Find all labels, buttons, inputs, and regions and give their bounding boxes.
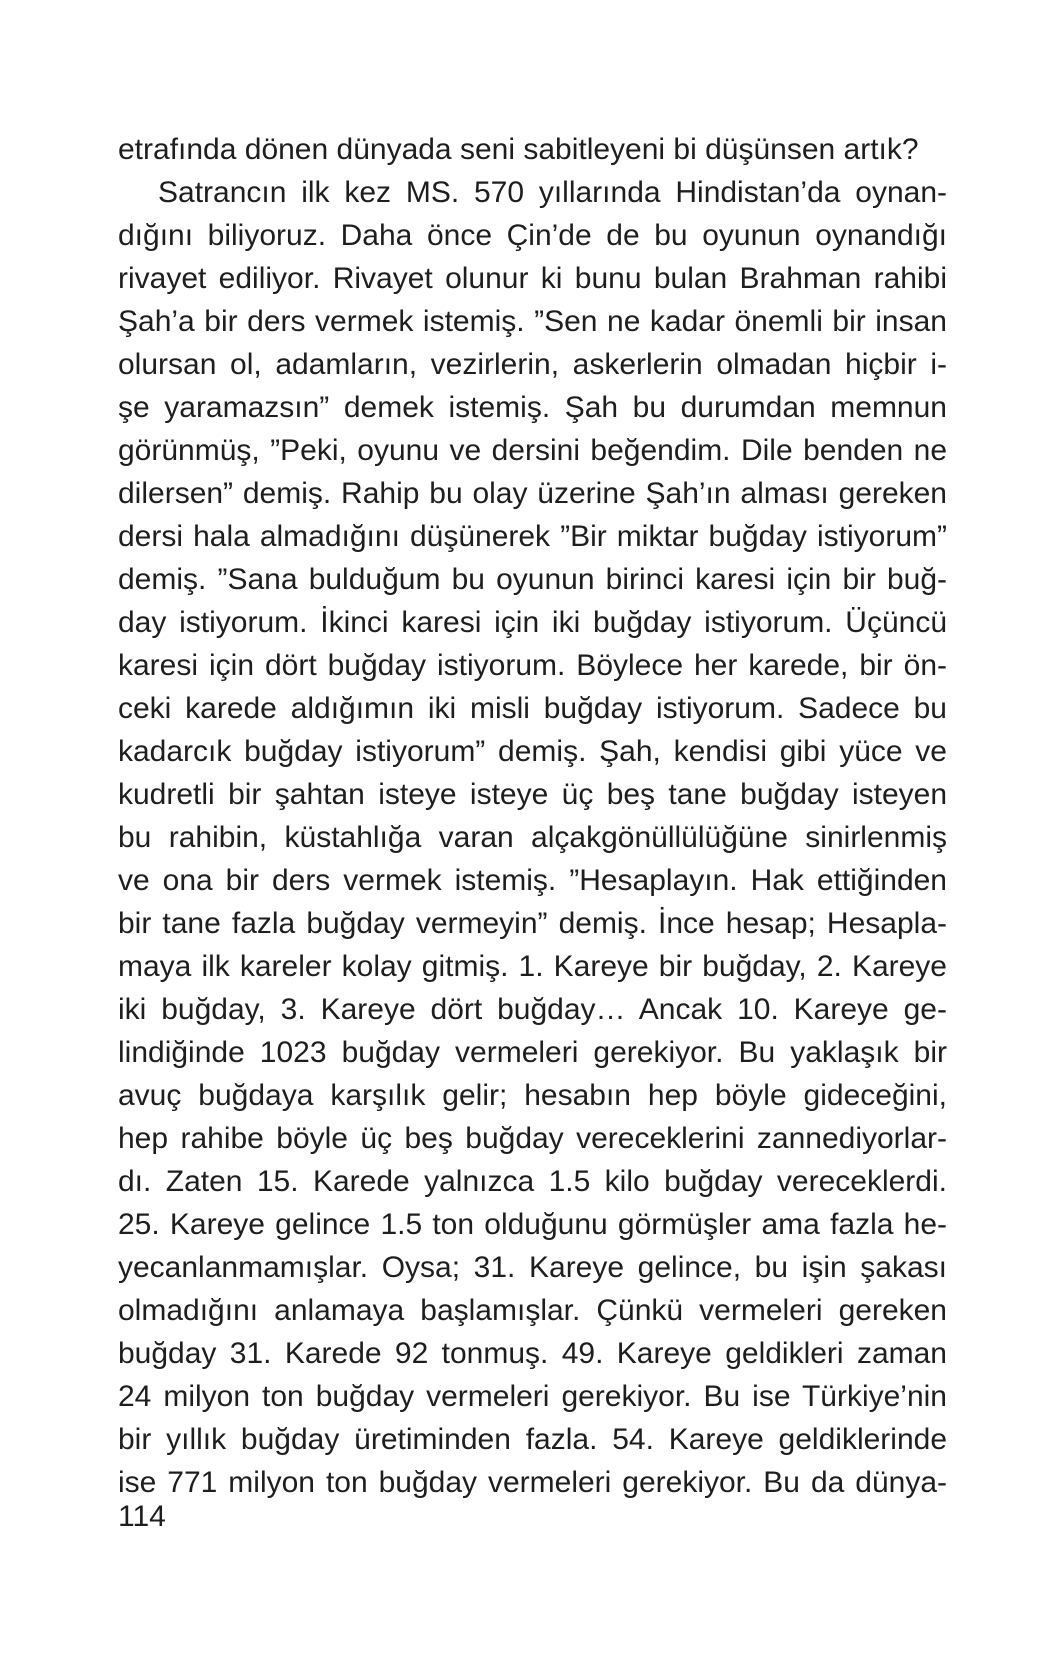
text-line: kadarcık buğday istiyorum” demiş. Şah, kendisi gibi yüce ve bbox=[118, 735, 947, 768]
text-line: lindiğinde 1023 buğday vermeleri gerekiyor. Bu yaklaşık bir bbox=[118, 1036, 947, 1069]
body-text bbox=[118, 128, 947, 1504]
text-line: şe yaramazsın” demek istemiş. Şah bu durumdan memnun bbox=[118, 391, 947, 424]
text-line: bir yıllık buğday üretiminden fazla. 54. Kareye geldiklerinde bbox=[118, 1423, 947, 1456]
text-line: 24 milyon ton buğday vermeleri gerekiyor. Bu ise Türkiye’nin bbox=[118, 1380, 947, 1413]
text-line: ve ona bir ders vermek istemiş. ”Hesaplayın. Hak ettiğinden bbox=[118, 864, 947, 897]
text-line: dı. Zaten 15. Karede yalnızca 1.5 kilo buğday vereceklerdi. bbox=[118, 1165, 947, 1198]
text-line: Şah’a bir ders vermek istemiş. ”Sen ne kadar önemli bir insan bbox=[118, 305, 947, 338]
text-line: avuç buğdaya karşılık gelir; hesabın hep böyle gideceğini, bbox=[118, 1079, 947, 1112]
text-line: dersi hala almadığını düşünerek ”Bir miktar buğday istiyorum” bbox=[118, 520, 947, 553]
text-line: maya ilk kareler kolay gitmiş. 1. Kareye bir buğday, 2. Kareye bbox=[118, 950, 947, 983]
text-line: buğday 31. Karede 92 tonmuş. 49. Kareye geldikleri zaman bbox=[118, 1337, 947, 1370]
text-line: dığını biliyoruz. Daha önce Çin’de de bu oyunun oynandığı bbox=[118, 219, 947, 252]
text-line: dilersen” demiş. Rahip bu olay üzerine Şah’ın alması gereken bbox=[118, 477, 947, 510]
text-line: kudretli bir şahtan isteye isteye üç beş tane buğday isteyen bbox=[118, 778, 947, 811]
text-line: görünmüş, ”Peki, oyunu ve dersini beğendim. Dile benden ne bbox=[118, 434, 947, 467]
text-line: karesi için dört buğday istiyorum. Böylece her karede, bir ön- bbox=[118, 649, 947, 682]
text-line: iki buğday, 3. Kareye dört buğday… Ancak 10. Kareye ge- bbox=[118, 993, 947, 1026]
text-line: ise 771 milyon ton buğday vermeleri gerekiyor. Bu da dünya- bbox=[118, 1466, 947, 1499]
text-line: demiş. ”Sana bulduğum bu oyunun birinci karesi için bir buğ- bbox=[118, 563, 947, 596]
text-line: bu rahibin, küstahlığa varan alçakgönüllülüğüne sinirlenmiş bbox=[118, 821, 947, 854]
text-line: etrafında dönen dünyada seni sabitleyeni bi düşünsen artık? bbox=[118, 133, 919, 166]
text-line: bir tane fazla buğday vermeyin” demiş. İnce hesap; Hesapla- bbox=[118, 907, 947, 940]
page-number: 114 bbox=[118, 1500, 166, 1533]
text-line: ceki karede aldığımın iki misli buğday istiyorum. Sadece bu bbox=[118, 692, 947, 725]
text-line: olursan ol, adamların, vezirlerin, askerlerin olmadan hiçbir i- bbox=[118, 348, 947, 381]
text-line: Satrancın ilk kez MS. 570 yıllarında Hindistan’da oynan- bbox=[158, 176, 947, 209]
text-line: olmadığını anlamaya başlamışlar. Çünkü vermeleri gereken bbox=[118, 1294, 947, 1327]
text-line: hep rahibe böyle üç beş buğday vereceklerini zannediyorlar- bbox=[118, 1122, 947, 1155]
text-line: day istiyorum. İkinci karesi için iki buğday istiyorum. Üçüncü bbox=[118, 606, 947, 639]
text-line: 25. Kareye gelince 1.5 ton olduğunu görmüşler ama fazla he- bbox=[118, 1208, 947, 1241]
text-line: yecanlanmamışlar. Oysa; 31. Kareye gelince, bu işin şakası bbox=[118, 1251, 947, 1284]
text-line: rivayet ediliyor. Rivayet olunur ki bunu bulan Brahman rahibi bbox=[118, 262, 947, 295]
